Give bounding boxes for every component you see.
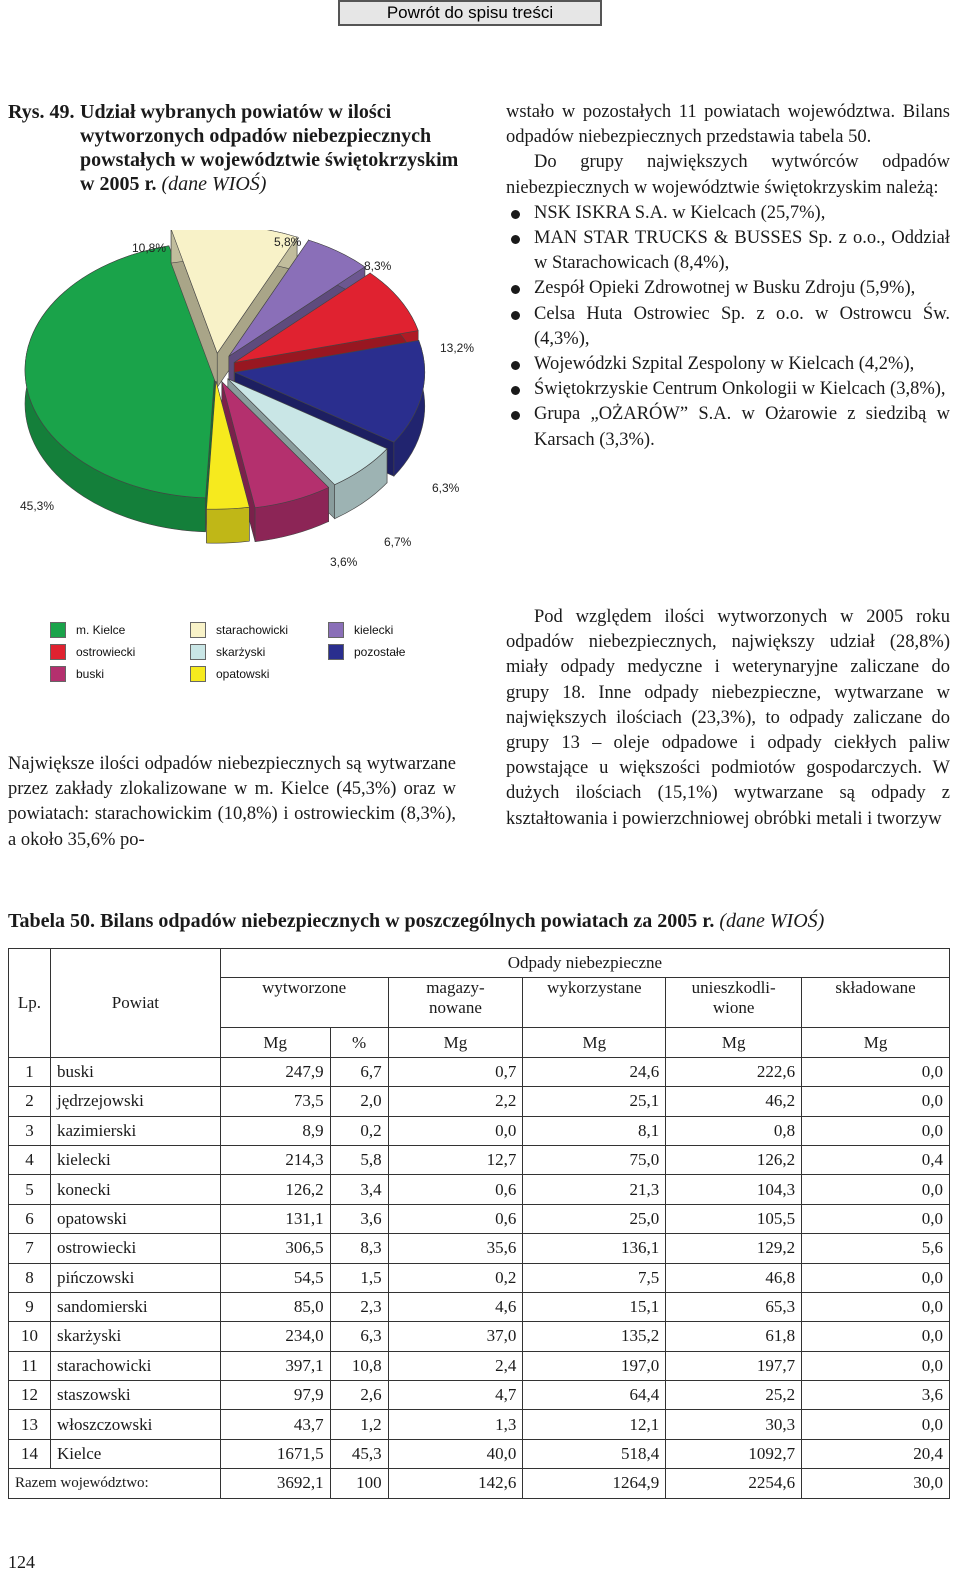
table-cell: 5 [9, 1175, 51, 1204]
table-cell: 0,0 [802, 1410, 950, 1439]
table-cell: 30,3 [666, 1410, 802, 1439]
table-cell: 24,6 [523, 1057, 666, 1086]
unit-cell: % [330, 1028, 388, 1057]
table-cell: 197,7 [666, 1351, 802, 1380]
table-cell: 3692,1 [220, 1469, 330, 1498]
table-cell: 397,1 [220, 1351, 330, 1380]
table-cell: 0,0 [802, 1116, 950, 1145]
table-cell: 97,9 [220, 1381, 330, 1410]
table-cell: sandomierski [50, 1292, 220, 1321]
table-row [9, 1087, 950, 1116]
right-paragraph-1: wstało w pozostałych 11 powiatach województwa. Bilans odpadów niebezpiecznych przedstawia tabela 50. [506, 102, 950, 148]
table-cell: 21,3 [523, 1175, 666, 1204]
table-cell: 12,1 [523, 1410, 666, 1439]
table-cell: 25,0 [523, 1204, 666, 1233]
table-cell: 45,3 [330, 1439, 388, 1468]
header-skladowane: składowane [802, 978, 950, 1028]
table-cell: 8 [9, 1263, 51, 1292]
table-caption [8, 910, 824, 933]
table-cell: 25,2 [666, 1381, 802, 1410]
table-cell: 0,7 [388, 1057, 523, 1086]
table-cell: 7 [9, 1234, 51, 1263]
figure-number: Rys. 49. [8, 101, 75, 123]
legend-label: buski [76, 667, 105, 681]
legend-swatch [50, 622, 66, 638]
table-cell: kielecki [50, 1145, 220, 1174]
table-cell: 46,2 [666, 1087, 802, 1116]
table-cell: 12 [9, 1381, 51, 1410]
right-intro: Do grupy największych wytwórców odpadów niebezpiecznych w województwie świętokrzyskim należą: [506, 152, 950, 198]
table-row [9, 1145, 950, 1174]
page-number: 124 [8, 1552, 35, 1572]
pie-data-label: 6,3% [432, 481, 460, 495]
table-cell: 3,6 [330, 1204, 388, 1233]
table-cell: 0,0 [802, 1263, 950, 1292]
table-cell: 7,5 [523, 1263, 666, 1292]
header-powiat: Powiat [50, 949, 220, 1058]
header-wytworzone: wytworzone [220, 978, 388, 1028]
table-cell: 8,1 [523, 1116, 666, 1145]
table-cell: 3,4 [330, 1175, 388, 1204]
table-cell: 0,4 [802, 1145, 950, 1174]
table-cell: 214,3 [220, 1145, 330, 1174]
table-cell: kazimierski [50, 1116, 220, 1145]
table-cell: skarżyski [50, 1322, 220, 1351]
table-row [9, 1439, 950, 1468]
table-cell: 37,0 [388, 1322, 523, 1351]
list-item: NSK ISKRA S.A. w Kielcach (25,7%), [506, 201, 950, 226]
chart-legend [50, 622, 440, 692]
table-cell: 6 [9, 1204, 51, 1233]
table-cell: 247,9 [220, 1057, 330, 1086]
table-cell: 136,1 [523, 1234, 666, 1263]
table-cell: 222,6 [666, 1057, 802, 1086]
legend-swatch [190, 644, 206, 660]
table-cell: włoszczowski [50, 1410, 220, 1439]
pie-data-label: 5,8% [274, 235, 302, 249]
list-item: Celsa Huta Ostrowiec Sp. z o.o. w Ostrowcu Św. (4,3%), [506, 302, 950, 352]
list-item: Zespół Opieki Zdrowotnej w Busku Zdroju (5,9%), [506, 276, 950, 301]
table-cell: 0,6 [388, 1175, 523, 1204]
table-cell: 12,7 [388, 1145, 523, 1174]
table-cell: 0,0 [802, 1322, 950, 1351]
pie-data-label: 45,3% [20, 499, 55, 513]
table-row [9, 1381, 950, 1410]
table-cell: 64,4 [523, 1381, 666, 1410]
header-lp: Lp. [9, 949, 51, 1058]
table-cell: 1 [9, 1057, 51, 1086]
table-cell: 54,5 [220, 1263, 330, 1292]
table-source: (dane WIOŚ) [719, 910, 825, 932]
table-cell: 2,2 [388, 1087, 523, 1116]
table-row [9, 1322, 950, 1351]
table-cell: 30,0 [802, 1469, 950, 1498]
table-cell: 1,3 [388, 1410, 523, 1439]
table-cell: 105,5 [666, 1204, 802, 1233]
table-title: Bilans odpadów niebezpiecznych w poszczególnych powiatach za 2005 r. [100, 910, 715, 932]
table-cell: 1,2 [330, 1410, 388, 1439]
producers-list [506, 201, 950, 453]
unit-cell: Mg [666, 1028, 802, 1057]
table-cell: 20,4 [802, 1439, 950, 1468]
table-cell: 6,7 [330, 1057, 388, 1086]
table-cell: 4,7 [388, 1381, 523, 1410]
table-cell: 0,6 [388, 1204, 523, 1233]
table-cell: 1092,7 [666, 1439, 802, 1468]
table-cell: 2,3 [330, 1292, 388, 1321]
table-cell: starachowicki [50, 1351, 220, 1380]
table-row [9, 1057, 950, 1086]
table-cell: 0,0 [802, 1292, 950, 1321]
table-cell: 9 [9, 1292, 51, 1321]
left-paragraph: Największe ilości odpadów niebezpiecznych są wytwarzane przez zakłady zlokalizowane w m. Kielce (45,3%) oraz w powiatach: starachowickim (10,8%) i ostrowieckim (8,3%), a około 35,6% po- [8, 754, 456, 850]
table-cell: 129,2 [666, 1234, 802, 1263]
table-cell: 46,8 [666, 1263, 802, 1292]
table-row [9, 1292, 950, 1321]
table-cell: 0,2 [388, 1263, 523, 1292]
pie-data-label: 6,7% [384, 535, 412, 549]
table-cell: 35,6 [388, 1234, 523, 1263]
legend-swatch [50, 644, 66, 660]
table-cell: 1264,9 [523, 1469, 666, 1498]
table-cell: 4,6 [388, 1292, 523, 1321]
figure-title-block [80, 100, 475, 196]
table-cell: 135,2 [523, 1322, 666, 1351]
figure-title: Udział wybranych powiatów w ilości wytworzonych odpadów niebezpiecznych powstałych w województwie świętokrzyskim w 2005 r. [80, 101, 459, 195]
table-cell: 2254,6 [666, 1469, 802, 1498]
table-cell: 0,0 [802, 1175, 950, 1204]
table-cell: 73,5 [220, 1087, 330, 1116]
table-cell: 518,4 [523, 1439, 666, 1468]
table-cell: 0,2 [330, 1116, 388, 1145]
header-wykorzystane: wykorzystane [523, 978, 666, 1028]
table-cell: 40,0 [388, 1439, 523, 1468]
header-magazynowane: magazy- nowane [388, 978, 523, 1028]
table-cell: 13 [9, 1410, 51, 1439]
table-cell: 4 [9, 1145, 51, 1174]
pie-data-label: 3,6% [330, 555, 358, 569]
back-to-toc-button[interactable]: Powrót do spisu treści [338, 0, 602, 26]
table-cell: 14 [9, 1439, 51, 1468]
table-cell: ostrowiecki [50, 1234, 220, 1263]
unit-cell: Mg [388, 1028, 523, 1057]
list-item: Świętokrzyskie Centrum Onkologii w Kielcach (3,8%), [506, 377, 950, 402]
table-cell: 2,6 [330, 1381, 388, 1410]
pie-data-label: 13,2% [440, 341, 475, 355]
legend-label: ostrowiecki [76, 645, 136, 659]
table-cell: opatowski [50, 1204, 220, 1233]
right-column [506, 100, 950, 453]
table-cell: 6,3 [330, 1322, 388, 1351]
legend-swatch [328, 644, 344, 660]
table-cell: 3,6 [802, 1381, 950, 1410]
table-row [9, 1351, 950, 1380]
table-cell: 2,4 [388, 1351, 523, 1380]
table-cell: 142,6 [388, 1469, 523, 1498]
table-row [9, 1263, 950, 1292]
unit-cell: Mg [220, 1028, 330, 1057]
table-cell: 8,3 [330, 1234, 388, 1263]
list-item: MAN STAR TRUCKS & BUSSES Sp. z o.o., Oddział w Starachowicach (8,4%), [506, 226, 950, 276]
table-total-row [9, 1469, 950, 1498]
list-item: Grupa „OŻARÓW” S.A. w Ożarowie z siedzibą w Karsach (3,3%). [506, 402, 950, 452]
table-cell: 1,5 [330, 1263, 388, 1292]
table-cell: 61,8 [666, 1322, 802, 1351]
table-cell: 15,1 [523, 1292, 666, 1321]
legend-label: starachowicki [216, 623, 289, 637]
table-cell: 10 [9, 1322, 51, 1351]
table-cell: 100 [330, 1469, 388, 1498]
legend-label: m. Kielce [76, 623, 126, 637]
table-cell: 75,0 [523, 1145, 666, 1174]
legend-label: skarżyski [216, 645, 266, 659]
table-cell: 2 [9, 1087, 51, 1116]
table-cell: 234,0 [220, 1322, 330, 1351]
table-cell: 5,8 [330, 1145, 388, 1174]
unit-cell: Mg [802, 1028, 950, 1057]
table-cell: staszowski [50, 1381, 220, 1410]
waste-balance-table [8, 948, 950, 1499]
figure-source: (dane WIOŚ) [161, 173, 267, 195]
table-cell: 0,0 [802, 1351, 950, 1380]
table-cell: 11 [9, 1351, 51, 1380]
list-item: Wojewódzki Szpital Zespolony w Kielcach (4,2%), [506, 352, 950, 377]
table-cell: 3 [9, 1116, 51, 1145]
header-group: Odpady niebezpieczne [220, 949, 949, 978]
legend-label: kielecki [354, 623, 394, 637]
table-row [9, 1410, 950, 1439]
table-row [9, 1204, 950, 1233]
table-cell: 131,1 [220, 1204, 330, 1233]
table-cell: Kielce [50, 1439, 220, 1468]
table-cell: 5,6 [802, 1234, 950, 1263]
table-cell: 1671,5 [220, 1439, 330, 1468]
table-cell: 126,2 [666, 1145, 802, 1174]
table-cell: 10,8 [330, 1351, 388, 1380]
legend-swatch [190, 622, 206, 638]
table-cell: 8,9 [220, 1116, 330, 1145]
table-cell: jędrzejowski [50, 1087, 220, 1116]
table-row [9, 1175, 950, 1204]
table-cell: 126,2 [220, 1175, 330, 1204]
table-cell: 2,0 [330, 1087, 388, 1116]
table-row [9, 1234, 950, 1263]
table-cell: 104,3 [666, 1175, 802, 1204]
table-cell: 85,0 [220, 1292, 330, 1321]
legend-swatch [190, 666, 206, 682]
table-cell: Razem województwo: [9, 1469, 221, 1498]
table-cell: 43,7 [220, 1410, 330, 1439]
right-paragraph-2: Pod względem ilości wytworzonych w 2005 roku odpadów niebezpiecznych, największy udział (28,8%) miały odpady medyczne i weterynaryjne zaliczane do grupy 18. Inne odpady niebezpieczne, wytwarzane w największych ilościach (23,3%), to odpady zaliczane do grupy 13 – oleje odpadowe i odpady ciekłych paliw powstające u większości podmiotów gospodarczych. W dużych ilościach (15,1%) wytwarzane są odpady z kształtowania i powierzchniowej obróbki metali i tworzyw [506, 607, 950, 829]
legend-label: pozostałe [354, 645, 406, 659]
table-cell: 0,0 [802, 1087, 950, 1116]
table-cell: 0,0 [802, 1204, 950, 1233]
pie-chart [0, 230, 480, 580]
table-cell: buski [50, 1057, 220, 1086]
table-cell: konecki [50, 1175, 220, 1204]
table-cell: 0,0 [802, 1057, 950, 1086]
table-cell: 65,3 [666, 1292, 802, 1321]
pie-data-label: 8,3% [364, 259, 392, 273]
pie-data-label: 10,8% [132, 241, 167, 255]
legend-label: opatowski [216, 667, 270, 681]
header-unieszkodliwione: unieszkodli- wione [666, 978, 802, 1028]
table-cell: 0,0 [388, 1116, 523, 1145]
table-cell: 197,0 [523, 1351, 666, 1380]
table-row [9, 1116, 950, 1145]
legend-swatch [328, 622, 344, 638]
unit-cell: Mg [523, 1028, 666, 1057]
table-cell: pińczowski [50, 1263, 220, 1292]
table-cell: 306,5 [220, 1234, 330, 1263]
legend-swatch [50, 666, 66, 682]
table-number: Tabela 50. [8, 910, 96, 932]
table-cell: 25,1 [523, 1087, 666, 1116]
table-cell: 0,8 [666, 1116, 802, 1145]
